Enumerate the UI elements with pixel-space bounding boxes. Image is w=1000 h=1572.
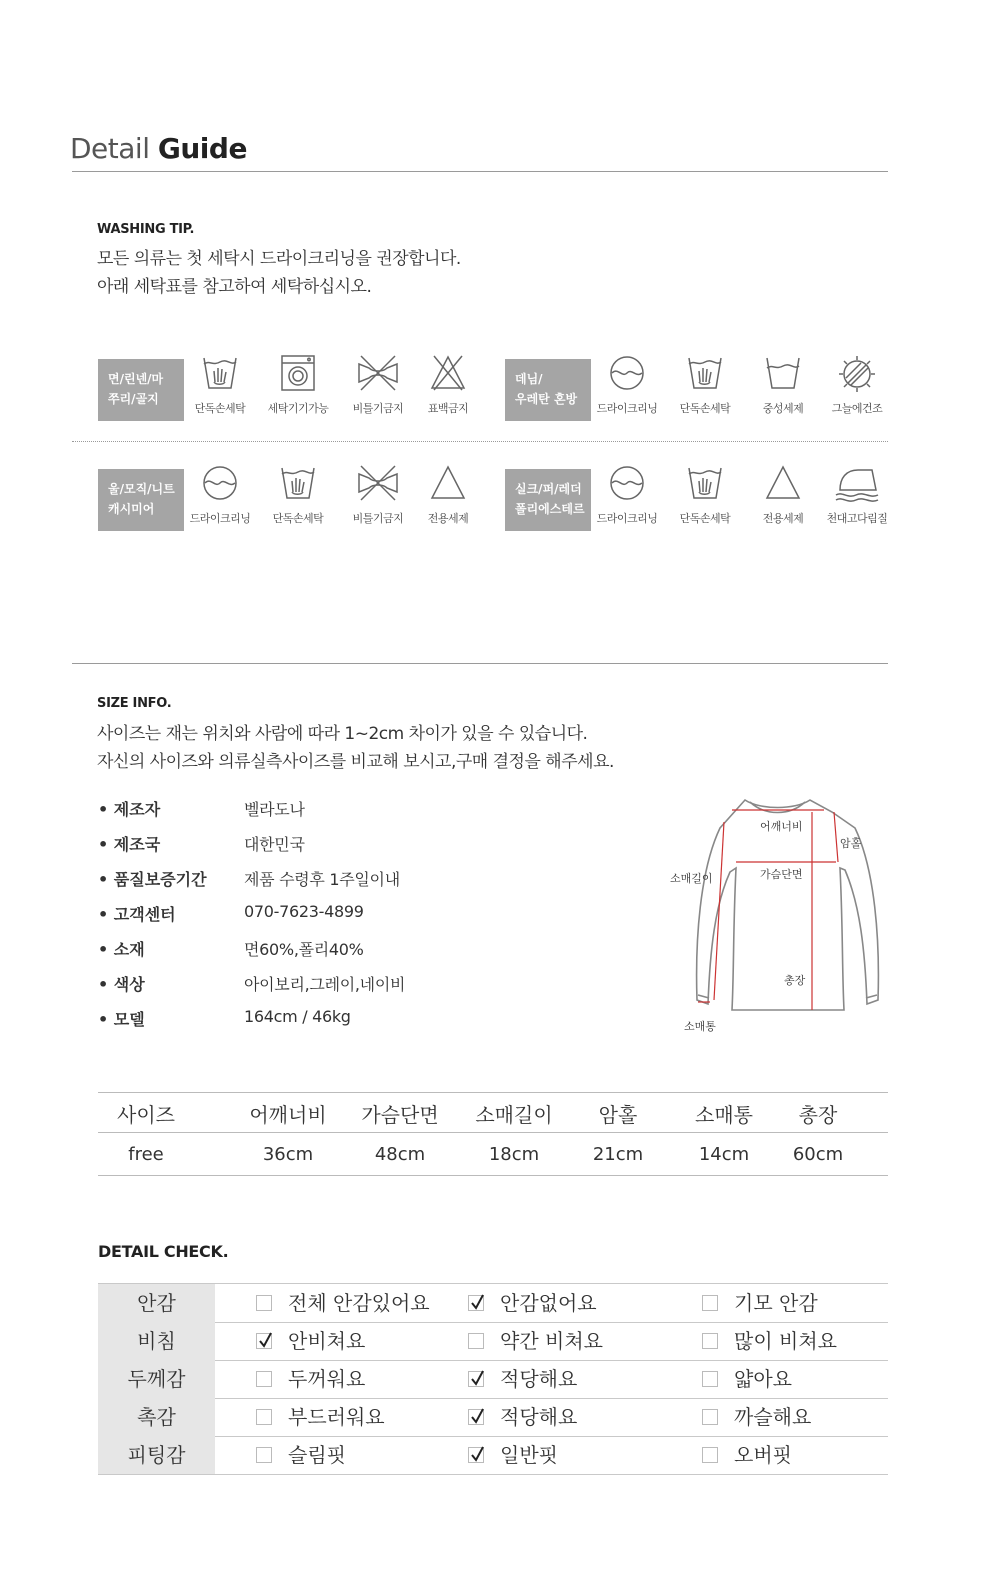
- care-category: [505, 469, 591, 531]
- care-symbol-label: 표백금지: [427, 402, 469, 415]
- spec-key: • 소재: [98, 940, 145, 959]
- detail-option-label: 두꺼워요: [288, 1367, 366, 1391]
- label-chest: 가슴단면: [760, 868, 803, 881]
- care-category-line: 폴리에스테르: [515, 502, 585, 516]
- table-header-cell: 소매통: [695, 1103, 753, 1127]
- special-detergent-icon: [408, 464, 488, 506]
- care-symbol: [743, 354, 823, 416]
- care-symbol-label: 전용세제: [427, 512, 469, 525]
- table-header-cell: 총장: [798, 1103, 838, 1127]
- table-cell: 48cm: [374, 1144, 426, 1165]
- care-category-line: 캐시미어: [108, 502, 155, 516]
- care-symbol-label: 천대고다림질: [826, 512, 888, 525]
- detail-row: [98, 1436, 888, 1475]
- care-symbol-label: 단독손세탁: [272, 512, 324, 525]
- checked-checkbox[interactable]: [468, 1295, 484, 1311]
- checked-checkbox[interactable]: [256, 1333, 272, 1349]
- care-symbol-label: 드라이크리닝: [189, 512, 251, 525]
- washing-tip-text: [97, 245, 461, 301]
- size-info-text: [97, 720, 614, 776]
- table-header-cell: 어깨너비: [249, 1103, 327, 1127]
- care-symbol: [408, 464, 488, 526]
- check-icon: [470, 1369, 486, 1387]
- care-symbol: [408, 354, 488, 416]
- table-cell: 60cm: [792, 1144, 844, 1165]
- detail-option-label: 전체 안감있어요: [288, 1291, 430, 1315]
- care-symbol: [338, 354, 418, 416]
- spec-value: 아이보리,그레이,네이비: [244, 975, 406, 994]
- care-symbol-label: 비틀기금지: [352, 402, 404, 415]
- care-symbol: [665, 464, 745, 526]
- no-bleach-icon: [408, 354, 488, 396]
- care-symbol: [743, 464, 823, 526]
- spec-key: • 제조자: [98, 800, 161, 819]
- dry-clean-icon: [180, 464, 260, 506]
- size-line-1: 사이즈는 재는 위치와 사람에 따라 1~2cm 차이가 있을 수 있습니다.: [97, 724, 588, 744]
- neutral-detergent-icon: [743, 354, 823, 396]
- washing-tip-label: WASHING TIP.: [97, 222, 195, 237]
- label-length: 총장: [784, 974, 806, 987]
- hand-wash-icon: [665, 354, 745, 396]
- size-table: [98, 1092, 888, 1176]
- spec-key: • 고객센터: [98, 905, 176, 924]
- care-category-line: 실크/퍼/레더: [515, 482, 582, 496]
- table-header-cell: 소매길이: [475, 1103, 553, 1127]
- check-icon: [258, 1331, 274, 1349]
- checked-checkbox[interactable]: [468, 1409, 484, 1425]
- page-title: [70, 132, 247, 165]
- care-symbol: [338, 464, 418, 526]
- detail-check-label: DETAIL CHECK.: [98, 1242, 229, 1261]
- care-symbol-label: 단독손세탁: [194, 402, 246, 415]
- detail-option-label: 안감없어요: [500, 1291, 597, 1315]
- spec-value: 070-7623-4899: [244, 902, 364, 921]
- title-bold: Guide: [157, 132, 247, 165]
- spec-value: 대한민국: [244, 835, 305, 854]
- dotted-divider: [72, 441, 888, 442]
- spec-value: 164cm / 46kg: [244, 1007, 351, 1026]
- detail-option-label: 많이 비쳐요: [734, 1329, 837, 1353]
- table-cell: 36cm: [262, 1144, 314, 1165]
- care-symbol: [180, 354, 260, 416]
- care-symbol: [665, 354, 745, 416]
- no-wring-icon: [338, 464, 418, 506]
- checkbox[interactable]: [256, 1371, 272, 1387]
- detail-row: [98, 1360, 888, 1399]
- table-header-cell: 암홀: [598, 1103, 638, 1127]
- care-symbol-label: 그늘에건조: [831, 402, 883, 415]
- table-cell: 21cm: [592, 1144, 644, 1165]
- cloth-iron-icon: [817, 464, 897, 506]
- dry-clean-icon: [587, 354, 667, 396]
- care-symbol: [587, 464, 667, 526]
- label-cuff: 소매통: [684, 1020, 716, 1033]
- checkbox[interactable]: [256, 1409, 272, 1425]
- label-sleeve-length: 소매길이: [670, 872, 713, 885]
- detail-option-label: 적당해요: [500, 1405, 578, 1429]
- hand-wash-icon: [665, 464, 745, 506]
- hand-wash-icon: [258, 464, 338, 506]
- checkbox[interactable]: [256, 1447, 272, 1463]
- care-symbol: [817, 464, 897, 526]
- washing-line-2: 아래 세탁표를 참고하여 세탁하십시오.: [97, 277, 372, 297]
- checked-checkbox[interactable]: [468, 1371, 484, 1387]
- spec-value: 제품 수령후 1주일이내: [244, 870, 400, 889]
- detail-option-label: 안비쳐요: [288, 1329, 366, 1353]
- care-symbol-label: 드라이크리닝: [596, 402, 658, 415]
- care-category-line: 우레탄 혼방: [515, 392, 578, 406]
- detail-row: [98, 1322, 888, 1361]
- detail-option-label: 슬림핏: [288, 1443, 346, 1467]
- table-header-cell: 가슴단면: [361, 1103, 439, 1127]
- table-cell: 14cm: [698, 1144, 750, 1165]
- table-cell: free: [128, 1144, 164, 1165]
- detail-row: [98, 1398, 888, 1437]
- check-icon: [470, 1407, 486, 1425]
- checkbox[interactable]: [702, 1371, 718, 1387]
- size-info-label: SIZE INFO.: [97, 696, 172, 711]
- detail-row: [98, 1284, 888, 1323]
- detail-row-label: 두께감: [98, 1360, 215, 1398]
- checked-checkbox[interactable]: [468, 1447, 484, 1463]
- care-category-line: 울/모직/니트: [108, 482, 175, 496]
- care-category-line: 면/린넨/마: [108, 372, 164, 386]
- care-category: [98, 359, 184, 421]
- spec-value: 면60%,폴리40%: [244, 940, 364, 959]
- care-symbol-label: 전용세제: [762, 512, 804, 525]
- size-diagram: [660, 790, 900, 1050]
- care-symbol: [258, 354, 338, 416]
- detail-row-label: 안감: [98, 1284, 215, 1322]
- shade-dry-icon: [817, 354, 897, 396]
- washing-line-1: 모든 의류는 첫 세탁시 드라이크리닝을 권장합니다.: [97, 249, 461, 269]
- detail-option-label: 부드러워요: [288, 1405, 385, 1429]
- detail-option-label: 적당해요: [500, 1367, 578, 1391]
- care-symbol-label: 중성세제: [762, 402, 804, 415]
- care-category-line: 데님/: [515, 372, 543, 386]
- care-category: [98, 469, 184, 531]
- detail-row-label: 촉감: [98, 1398, 215, 1436]
- detail-row-label: 비침: [98, 1322, 215, 1360]
- washing-machine-icon: [258, 354, 338, 396]
- table-header-cell: 사이즈: [117, 1103, 175, 1127]
- care-category: [505, 359, 591, 421]
- care-category-line: 쭈리/골지: [108, 392, 159, 406]
- care-symbol: [258, 464, 338, 526]
- spec-key: • 모델: [98, 1010, 145, 1029]
- check-icon: [470, 1445, 486, 1463]
- care-symbol: [817, 354, 897, 416]
- check-icon: [470, 1293, 486, 1311]
- checkbox[interactable]: [702, 1333, 718, 1349]
- divider: [72, 171, 888, 172]
- size-line-2: 자신의 사이즈와 의류실측사이즈를 비교해 보시고,구매 결정을 해주세요.: [97, 752, 614, 772]
- checkbox[interactable]: [702, 1409, 718, 1425]
- title-light: Detail: [70, 132, 150, 165]
- detail-option-label: 얇아요: [734, 1367, 792, 1391]
- detail-option-label: 기모 안감: [734, 1291, 818, 1315]
- spec-key: • 색상: [98, 975, 145, 994]
- care-symbol-label: 세탁기기가능: [267, 402, 329, 415]
- table-top-line: [98, 1092, 888, 1093]
- detail-row-label: 피팅감: [98, 1436, 215, 1474]
- checkbox[interactable]: [256, 1295, 272, 1311]
- care-symbol-label: 단독손세탁: [679, 402, 731, 415]
- detail-option-label: 오버핏: [734, 1443, 792, 1467]
- checkbox[interactable]: [702, 1447, 718, 1463]
- label-shoulder: 어깨너비: [760, 820, 803, 833]
- table-mid-line: [98, 1132, 888, 1133]
- care-symbol-label: 비틀기금지: [352, 512, 404, 525]
- table-cell: 18cm: [488, 1144, 540, 1165]
- no-wring-icon: [338, 354, 418, 396]
- detail-option-label: 약간 비쳐요: [500, 1329, 603, 1353]
- care-symbol: [180, 464, 260, 526]
- care-symbol: [587, 354, 667, 416]
- spec-key: • 제조국: [98, 835, 161, 854]
- special-detergent-icon: [743, 464, 823, 506]
- care-symbol-label: 드라이크리닝: [596, 512, 658, 525]
- detail-option-label: 까슬해요: [734, 1405, 812, 1429]
- detail-option-label: 일반핏: [500, 1443, 558, 1467]
- checkbox[interactable]: [702, 1295, 718, 1311]
- label-armhole: 암홀: [840, 837, 862, 850]
- hand-wash-icon: [180, 354, 260, 396]
- checkbox[interactable]: [468, 1333, 484, 1349]
- care-symbol-label: 단독손세탁: [679, 512, 731, 525]
- divider: [72, 663, 888, 664]
- table-bottom-line: [98, 1175, 888, 1176]
- spec-key: • 품질보증기간: [98, 870, 207, 889]
- spec-value: 벨라도나: [244, 800, 305, 819]
- dry-clean-icon: [587, 464, 667, 506]
